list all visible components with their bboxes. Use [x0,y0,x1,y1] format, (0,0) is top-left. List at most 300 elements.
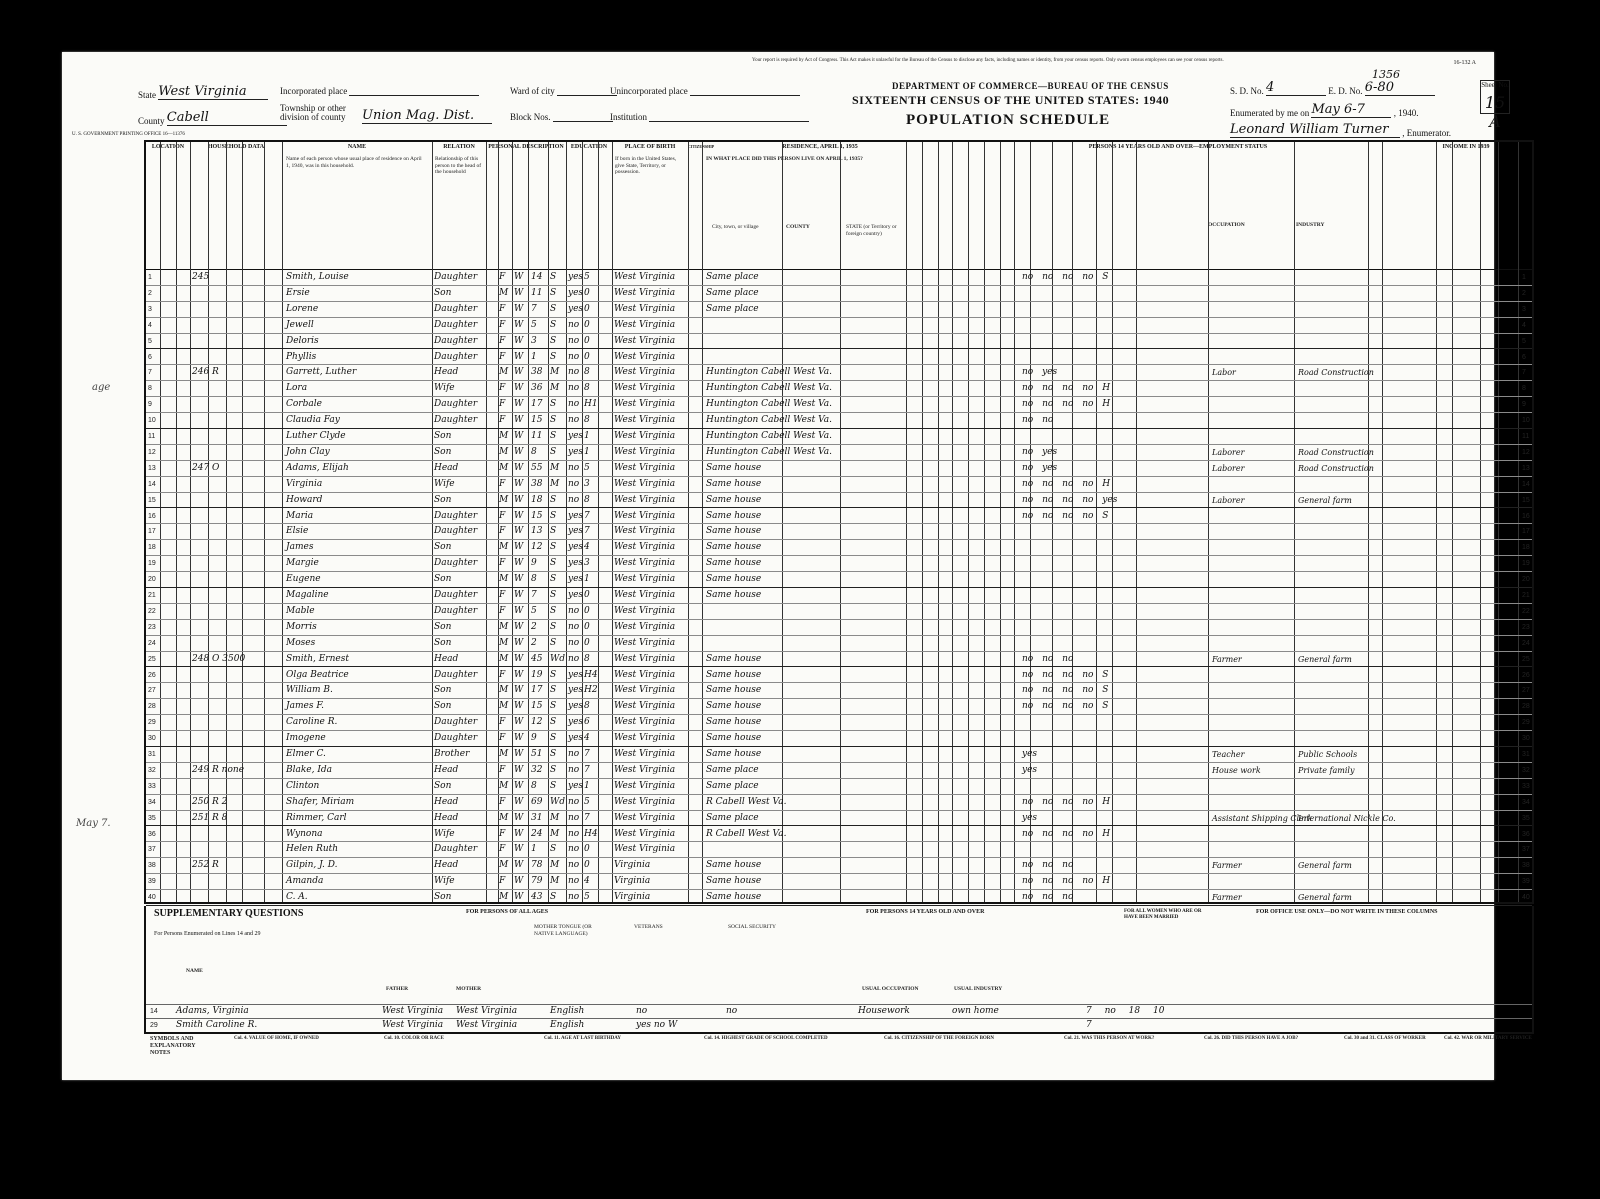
cell-sex: F [499,717,506,728]
cell-pob: West Virginia [614,319,676,330]
cell-age: 19 [531,669,543,680]
cell-rel: Wife [434,478,455,489]
supplementary-title: SUPPLEMENTARY QUESTIONS [154,908,304,919]
table-row [146,604,1532,620]
cell-rel: Daughter [434,844,478,855]
cell-race: W [514,621,524,632]
cell-rel: Son [434,446,452,457]
table-row [146,779,1532,795]
cell-name: Helen Ruth [286,844,339,855]
birth-col-header: If born in the United States, give State, Territory, or possession. [615,156,677,175]
line-number: 7 [148,369,152,377]
line-number: 14 [148,480,156,488]
cell-visit [192,302,264,317]
cell-rel: Daughter [434,335,478,346]
cell-emp [1022,350,1142,365]
cell-sex: M [499,812,509,823]
cell-race: W [514,272,524,282]
note-col4: Col. 4. VALUE OF HOME, IF OWNED [234,1036,319,1041]
cell-res: Same house [706,717,762,728]
cell-grade: H1 [584,399,598,410]
line-number: 22 [148,607,156,615]
cell-visit [192,381,264,396]
department-heading: DEPARTMENT OF COMMERCE—BUREAU OF THE CENSUS [892,81,1169,91]
cell-rel: Head [434,367,459,378]
cell-emp: no no no no S [1022,669,1109,680]
cell-rel: Son [434,287,452,298]
cell-visit [192,493,264,508]
line-number: 25 [148,655,156,663]
cell-emp: no no no no S [1022,685,1109,696]
cell-res: Same house [706,892,762,903]
cell-name: Morris [286,621,317,632]
cell-pob: Virginia [614,860,651,871]
cell-age: 79 [531,876,543,887]
state-col-header: STATE (or Territory or foreign country) [846,224,897,237]
cell-sex: F [499,351,506,362]
line-number: 9 [148,401,152,409]
line-number: 17 [148,528,156,536]
line-number: 11 [148,433,156,440]
cell-visit: 252 R [192,860,219,871]
supp-col-veterans: VETERANS [634,924,663,930]
cell-grade: 0 [584,637,590,648]
cell-sch: no [568,796,580,807]
cell-visit: 251 R 8 [192,812,228,823]
cell-sch: no [568,335,580,346]
cell-rel: Daughter [434,415,478,426]
cell-grade: 4 [584,876,590,887]
cell-age: 3 [531,335,537,346]
incorporated-label: Incorporated place [280,86,348,96]
cell-occ: Laborer [1212,447,1245,457]
cell-res: Huntington Cabell West Va. [706,383,832,394]
sheet-box [1480,80,1510,131]
cell-rel: Daughter [434,351,478,362]
township-field [362,108,492,124]
table-row [146,286,1532,302]
cell-rel: Daughter [434,510,478,521]
line-number: 6 [148,353,152,361]
cell-age: 69 [531,796,543,807]
cell-visit: 246 R [192,367,219,378]
cell-age: 1 [531,844,537,855]
cell-race: W [514,701,524,712]
cell-race: W [514,558,524,569]
supp-cell-ind: own home [952,1006,999,1016]
cell-occ: Farmer [1212,893,1242,903]
cell-rel: Daughter [434,605,478,616]
cell-occ: Teacher [1212,750,1245,759]
cell-grade: 1 [584,574,590,585]
supp-cell-ss [726,1019,766,1032]
cell-rel: Son [434,494,452,505]
cell-name: Maria [286,510,314,521]
cell-emp [1022,540,1142,555]
cell-age: 11 [531,287,543,298]
table-row [146,318,1532,334]
table-row [146,795,1532,811]
table-row [146,699,1532,715]
cell-res [706,842,936,857]
cell-sch: yes [568,272,584,282]
cell-rel: Daughter [434,272,478,282]
cell-pob: West Virginia [614,701,676,712]
cell-ind: Road Construction [1298,368,1374,378]
cell-res: Same house [706,876,762,887]
line-number: 37 [148,846,156,854]
cell-visit: 250 R 2 [192,796,228,807]
block-label: Block Nos. [510,112,551,122]
cell-sch: no [568,383,580,394]
table-row [146,556,1532,572]
table-row [146,429,1532,445]
line-number: 23 [148,623,156,631]
table-row [146,731,1532,747]
cell-age: 13 [531,526,543,537]
cell-res: Same place [706,812,759,823]
unincorporated-field [610,86,800,96]
cell-ms: S [550,542,557,553]
cell-ms: S [550,701,557,712]
cell-grade: 8 [584,494,590,505]
cell-sex: M [499,574,509,585]
cell-race: W [514,812,524,823]
cell-pob: West Virginia [614,590,676,600]
cell-sex: F [499,335,506,346]
cell-visit [192,572,264,587]
enumerated-value: May 6-7 [1311,102,1365,117]
cell-occ: House work [1212,765,1261,775]
cell-pob: West Virginia [614,399,676,410]
cell-sch: no [568,876,580,887]
cell-visit [192,588,264,603]
cell-pob: West Virginia [614,542,676,553]
cell-race: W [514,415,524,426]
industry-col-header: INDUSTRY [1296,222,1325,228]
cell-sch: no [568,319,580,330]
cell-sch: yes [568,685,584,696]
cell-emp: yes [1022,749,1038,759]
cell-age: 8 [531,446,537,457]
cell-ms: S [550,590,557,600]
cell-race: W [514,733,524,744]
cell-rel: Son [434,574,452,585]
cell-grade: 7 [584,764,590,775]
cell-ms: M [550,860,560,871]
cell-sch: yes [568,701,584,712]
cell-sch: no [568,844,580,855]
supp-cell-name: Smith Caroline R. [176,1020,258,1030]
cell-ms: S [550,605,557,616]
cell-grade: 1 [584,780,590,791]
cell-name: Claudia Fay [286,415,340,426]
note-col16: Col. 16. CITIZENSHIP OF THE FOREIGN BORN [884,1036,995,1041]
cell-rel: Head [434,796,459,807]
cell-name: Ersie [286,287,310,298]
table-row [146,842,1532,858]
cell-name: Wynona [286,828,323,839]
cell-pob: West Virginia [614,367,676,378]
cell-visit [192,477,264,492]
supp-cell-tongue: English [550,1020,585,1030]
line-number: 40 [148,894,156,902]
cell-grade: 0 [584,351,590,362]
line-number-right: 32 [1522,766,1530,774]
cell-pob: West Virginia [614,653,676,664]
ed-label: E. D. No. [1328,86,1363,96]
line-number: 15 [148,496,156,504]
line-number: 32 [148,766,156,774]
cell-age: 15 [531,701,543,712]
cell-ms: S [550,446,557,457]
note-col42: Col. 42. WAR OR MILITARY SERVICE [1444,1036,1532,1041]
line-number-right: 38 [1522,862,1530,870]
table-row [146,461,1532,477]
cell-grade: 4 [584,733,590,744]
cell-race: W [514,796,524,807]
table-row [146,763,1532,779]
group-residence: RESIDENCE, APRIL 1, 1935 [782,144,858,150]
cell-grade: 0 [584,605,590,616]
cell-ms: M [550,367,560,378]
cell-age: 55 [531,462,543,473]
table-row [146,302,1532,318]
cell-sch: no [568,860,580,871]
cell-rel: Head [434,462,459,473]
line-number-right: 19 [1522,560,1530,568]
line-number: 5 [148,337,152,345]
cell-race: W [514,749,524,759]
cell-sex: F [499,764,506,775]
cell-pob: West Virginia [614,812,676,823]
supp-cell-mother: West Virginia [456,1020,518,1030]
cell-sex: F [499,844,506,855]
cell-race: W [514,526,524,537]
supp-col-name: NAME [186,968,203,974]
table-row [146,683,1532,699]
cell-ms: M [550,383,560,394]
column-headers [146,142,1532,270]
cell-ms: S [550,431,557,441]
cell-name: Smith, Louise [286,272,349,282]
cell-sex: F [499,526,506,537]
cell-ms: S [550,287,557,298]
cell-race: W [514,605,524,616]
line-number: 26 [148,671,156,679]
cell-rel: Daughter [434,717,478,728]
cell-sch: yes [568,733,584,744]
cell-visit: 248 O 3500 [192,653,246,664]
cell-name: Virginia [286,478,323,489]
cell-emp [1022,715,1142,730]
cell-age: 7 [531,590,537,600]
cell-name: C. A. [286,892,308,903]
cell-sex: M [499,637,509,648]
cell-race: W [514,446,524,457]
cell-grade: H4 [584,669,598,680]
cell-grade: 1 [584,431,590,441]
line-number-right: 16 [1522,512,1530,520]
cell-ms: S [550,749,557,759]
cell-occ: Laborer [1212,495,1245,505]
cell-name: Margie [286,558,319,569]
cell-age: 36 [531,383,543,394]
cell-rel: Son [434,892,452,903]
note-col11: Col. 11. AGE AT LAST BIRTHDAY [544,1036,622,1041]
cell-age: 15 [531,415,543,426]
cell-name: Amanda [286,876,324,887]
cell-sch: no [568,828,580,839]
cell-sex: F [499,558,506,569]
group-household: HOUSEHOLD DATA [207,144,265,150]
cell-name: Deloris [286,335,319,346]
cell-ms: S [550,558,557,569]
cell-rel: Wife [434,876,455,887]
cell-name: James F. [286,701,325,712]
cell-grade: 0 [584,844,590,855]
cell-sch: no [568,653,580,664]
cell-res: R Cabell West Va. [706,828,787,839]
line-number-right: 2 [1522,289,1526,297]
supp-cell-ind [952,1019,1032,1032]
cell-pob: West Virginia [614,780,676,791]
cell-age: 17 [531,685,543,696]
cell-ms: Wd [550,796,566,807]
cell-ms: S [550,621,557,632]
cell-emp: no no no no H [1022,796,1111,807]
cell-emp [1022,556,1142,571]
residence-col-header: IN WHAT PLACE DID THIS PERSON LIVE ON APRIL 1, 1935? [706,156,863,162]
line-number: 38 [148,862,156,870]
line-number: 3 [148,305,152,313]
cell-res [706,604,936,619]
cell-rel: Wife [434,383,455,394]
line-number-right: 25 [1522,655,1530,663]
cell-visit [192,556,264,571]
table-row [146,811,1532,827]
cell-ind: Road Construction [1298,463,1374,473]
cell-grade: 4 [584,542,590,553]
cell-rel: Daughter [434,319,478,330]
cell-race: W [514,780,524,791]
cell-emp [1022,524,1142,539]
group-income: INCOME IN 1939 [1442,144,1490,150]
cell-age: 24 [531,828,543,839]
cell-pob: West Virginia [614,478,676,489]
cell-pob: West Virginia [614,431,676,441]
cell-pob: West Virginia [614,558,676,569]
cell-sex: F [499,796,506,807]
cell-sex: F [499,733,506,744]
cell-visit [192,350,264,365]
line-number: 18 [148,544,156,552]
cell-sex: M [499,685,509,696]
cell-grade: 8 [584,367,590,378]
cell-name: Rimmer, Carl [286,812,347,823]
cell-sch: yes [568,542,584,553]
cell-rel: Daughter [434,399,478,410]
supp-cell-name: Adams, Virginia [176,1006,249,1016]
cell-name: Phyllis [286,351,317,362]
census-title: SIXTEENTH CENSUS OF THE UNITED STATES: 1940 [852,93,1170,107]
cell-race: W [514,478,524,489]
institution-label: Institution [610,112,648,122]
cell-rel: Son [434,542,452,553]
cell-emp [1022,588,1142,603]
county-field [138,110,287,126]
cell-age: 5 [531,605,537,616]
cell-rel: Daughter [434,558,478,569]
cell-visit [192,668,264,683]
line-number: 33 [148,782,156,790]
cell-sch: yes [568,590,584,600]
line-number-right: 31 [1522,751,1530,758]
cell-race: W [514,717,524,728]
cell-emp: no no no no H [1022,876,1111,887]
cell-sex: M [499,653,509,664]
cell-sex: F [499,272,506,282]
supp-cell-ln: 14 [150,1008,158,1015]
cell-ms: S [550,494,557,505]
cell-res: Same house [706,653,762,664]
cell-age: 38 [531,367,543,378]
supplementary-subtitle: For Persons Enumerated on Lines 14 and 29 [154,931,261,937]
supp-cell-tongue: English [550,1006,585,1016]
cell-visit [192,683,264,698]
line-number: 24 [148,639,156,647]
cell-name: James [286,542,314,553]
cell-sex: F [499,415,506,426]
line-number: 28 [148,703,156,711]
cell-visit [192,445,264,460]
line-number-right: 10 [1522,417,1530,425]
cell-sch: yes [568,526,584,537]
sheet-value: 15 A [1484,93,1506,131]
cell-sex: M [499,892,509,903]
line-number-right: 30 [1522,735,1530,743]
supp-col-social: SOCIAL SECURITY [728,924,776,930]
cell-rel: Brother [434,749,470,759]
supp-cell-mother: West Virginia [456,1006,518,1016]
cell-sex: F [499,303,506,314]
cell-race: W [514,844,524,855]
supp-cell-vet: no [636,1006,648,1016]
cell-sex: F [499,590,506,600]
cell-res: Huntington Cabell West Va. [706,431,832,441]
note-col26: Col. 26. DID THIS PERSON HAVE A JOB? [1204,1036,1299,1041]
cell-res: Same house [706,733,762,744]
table-row [146,493,1532,509]
supp-cell-father: West Virginia [382,1006,444,1016]
table-row [146,747,1532,763]
cell-sch: no [568,637,580,648]
cell-race: W [514,892,524,903]
cell-ms: S [550,399,557,410]
cell-race: W [514,590,524,600]
table-row [146,715,1532,731]
block-field [510,112,613,122]
cell-name: Luther Clyde [286,431,346,441]
line-number-right: 14 [1522,480,1530,488]
cell-visit [192,604,264,619]
cell-res: Same house [706,860,762,871]
cell-pob: West Virginia [614,733,676,744]
supp-cell-father: West Virginia [382,1020,444,1030]
line-number: 34 [148,798,156,806]
line-number-right: 29 [1522,719,1530,727]
cell-sex: M [499,287,509,298]
